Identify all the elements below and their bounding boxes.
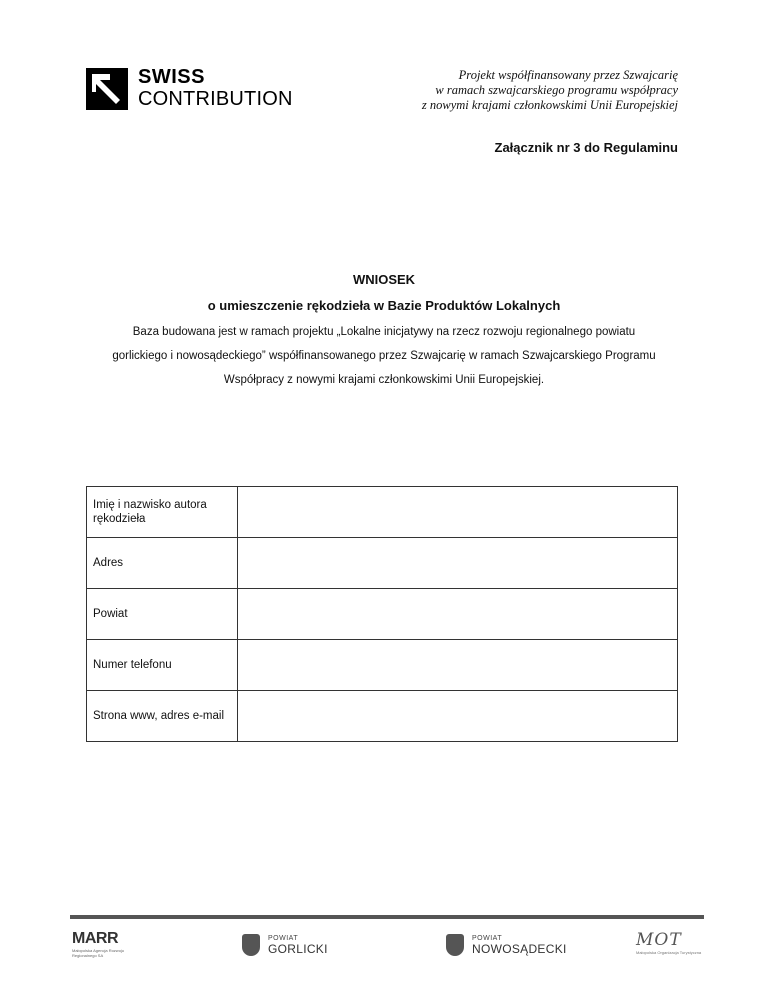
- field-value-phone[interactable]: [238, 640, 678, 691]
- marr-logo: [72, 930, 132, 960]
- project-note-line: w ramach szwajcarskiego programu współpracy: [435, 83, 678, 97]
- field-value-county[interactable]: [238, 589, 678, 640]
- powiat-gorlicki-logo: [242, 930, 328, 960]
- powiat-name: GORLICKI: [268, 941, 328, 956]
- field-label-phone: Numer telefonu: [87, 640, 238, 691]
- powiat-label: POWIAT: [472, 934, 503, 942]
- swiss-contribution-logo: [86, 68, 306, 112]
- document-description: [90, 320, 678, 392]
- powiat-name: NOWOSĄDECKI: [472, 941, 567, 956]
- application-form-table: [86, 486, 678, 742]
- mot-logo: [636, 930, 701, 960]
- project-note-line: Projekt współfinansowany przez Szwajcarię: [458, 68, 678, 82]
- table-row: [87, 640, 678, 691]
- swiss-contribution-flag-icon: [86, 68, 128, 110]
- field-value-author-name[interactable]: [238, 487, 678, 538]
- project-note-line: z nowymi krajami członkowskimi Unii Europejskiej: [421, 98, 678, 112]
- field-label-author-name: Imię i nazwisko autora rękodzieła: [87, 487, 238, 538]
- footer-divider: [70, 915, 704, 919]
- powiat-label: POWIAT: [268, 934, 299, 942]
- mot-name: MOT: [636, 930, 682, 950]
- field-label-county: Powiat: [87, 589, 238, 640]
- table-row: [87, 589, 678, 640]
- gorlice-crest-icon: [242, 934, 260, 956]
- table-row: [87, 691, 678, 742]
- nowy-sacz-crest-icon: [446, 934, 464, 956]
- description-line: Baza budowana jest w ramach projektu „Lokalne inicjatywy na rzecz rozwoju regionalnego powiatu: [132, 326, 636, 338]
- description-line: Współpracy z nowymi krajami członkowskimi Unii Europejskiej.: [223, 374, 545, 386]
- description-line: gorlickiego i nowosądeckiego” współfinansowanego przez Szwajcarię w ramach Szwajcarskiego Programu: [112, 350, 656, 362]
- table-row: [87, 538, 678, 589]
- field-label-address: Adres: [87, 538, 238, 589]
- marr-subtitle: Małopolska Agencja Rozwoju Regionalnego SA: [72, 948, 125, 958]
- project-cofinancing-note: [348, 68, 678, 113]
- document-subtitle: o umieszczenie rękodzieła w Bazie Produktów Lokalnych: [207, 298, 561, 313]
- marr-name: MARR: [72, 930, 118, 947]
- field-label-website-email: Strona www, adres e-mail: [87, 691, 238, 742]
- field-value-website-email[interactable]: [238, 691, 678, 742]
- logo-line-2: CONTRIBUTION: [138, 88, 293, 110]
- field-value-address[interactable]: [238, 538, 678, 589]
- powiat-nowosadecki-logo: [446, 930, 567, 960]
- mot-subtitle: Małopolska Organizacja Turystyczna: [636, 950, 702, 955]
- document-title: WNIOSEK: [352, 272, 416, 287]
- table-row: [87, 487, 678, 538]
- logo-line-1: SWISS: [138, 66, 205, 88]
- annex-label: Załącznik nr 3 do Regulaminu: [494, 140, 678, 155]
